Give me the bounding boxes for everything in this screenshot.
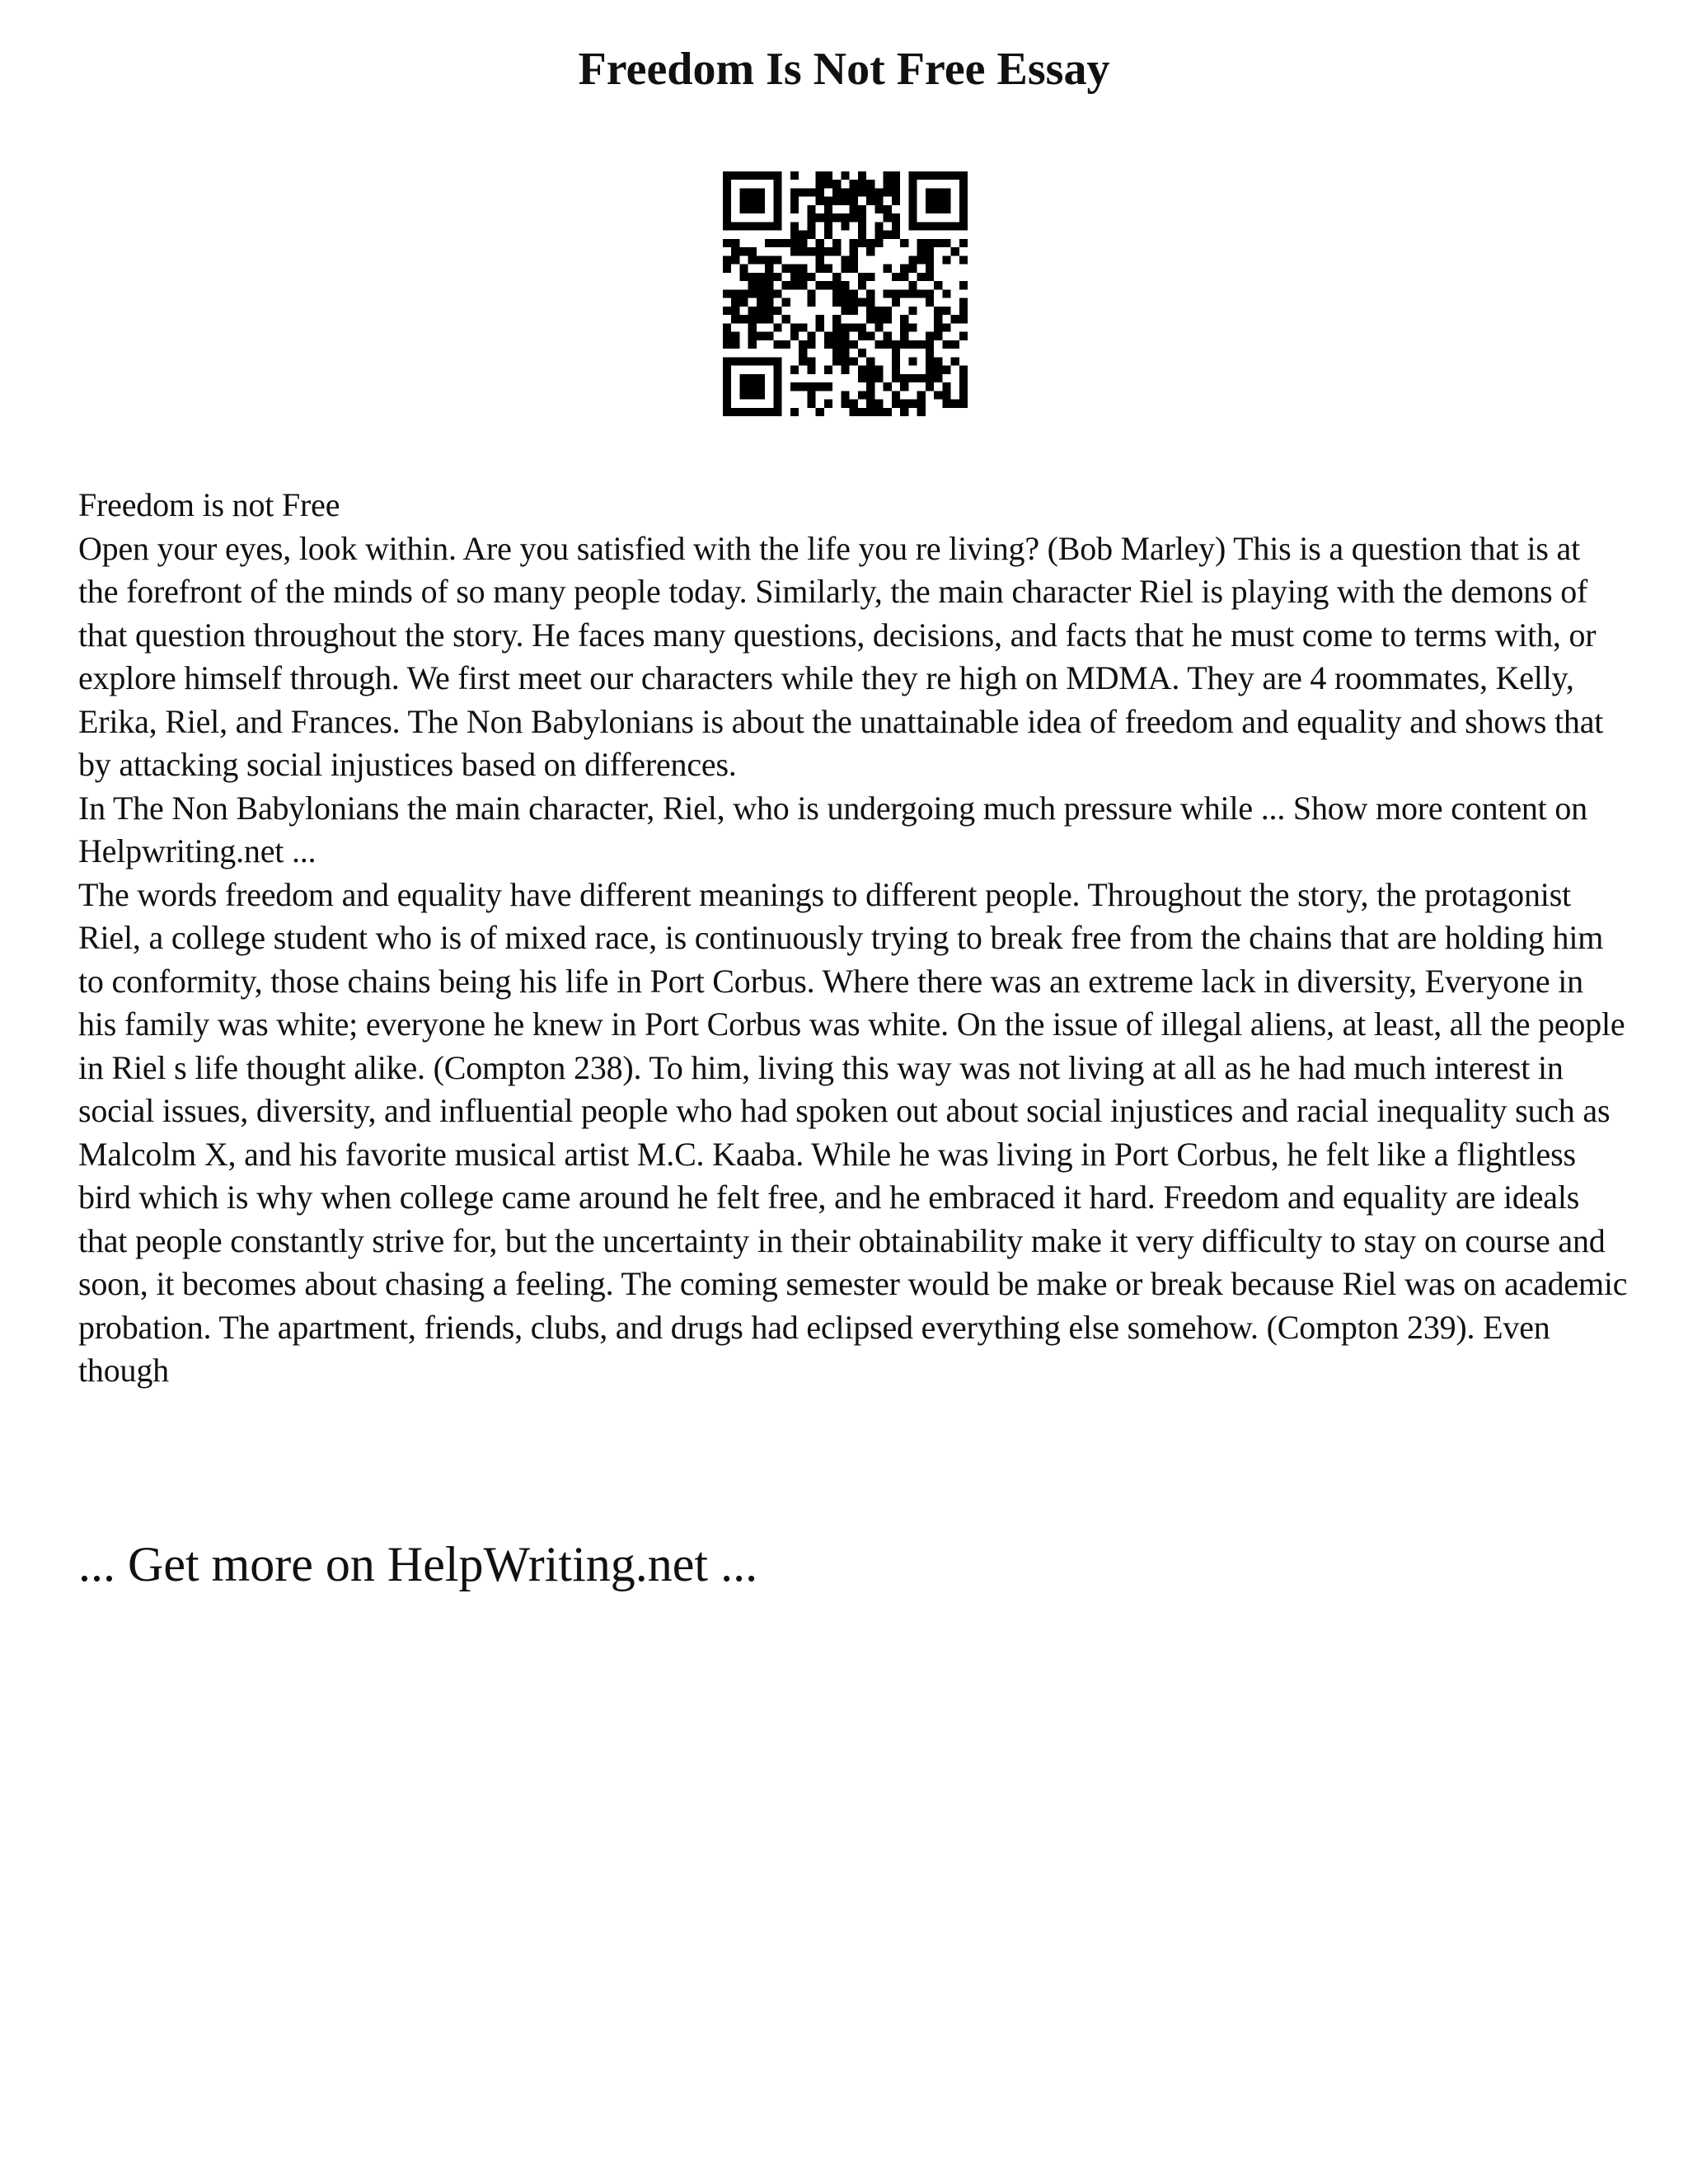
essay-heading-line: Freedom is not Free — [78, 486, 340, 523]
essay-paragraph: The words freedom and equality have different meanings to different people. Throughout the story, the protagonist Riel, a college student who is of mixed race, is continuously trying to break free from the chains that are holding him to conformity, those chains being his life in Port Corbus. Where there was an extreme lack in diversity, Everyone in his family was white; everyone he knew in Port Corbus was white. On the issue of illegal aliens, at least, all the people in Riel s life thought alike. (Compton 238). To him, living this way was not living at all as he had much interest in social issues, diversity, and influential people who had spoken out about social injustices and racial inequality such as Malcolm X, and his favorite musical artist M.C. Kaaba. While he was living in Port Corbus, he felt like a flightless bird which is why when college came around he felt free, and he embraced it hard. Freedom and equality are ideals that people constantly strive for, but the uncertainty in their obtainability make it very difficulty to stay on course and soon, it becomes about chasing a feeling. The coming semester would be make or break because Riel was on academic probation. The apartment, friends, clubs, and drugs had eclipsed everything else somehow. (Compton 239). Even though — [78, 875, 1628, 1389]
page-title: Freedom Is Not Free Essay — [578, 44, 1110, 95]
essay-paragraph: In The Non Babylonians the main character, Riel, who is undergoing much pressure while ... Show more content on Helpwriting.net ... — [78, 789, 1587, 869]
qr-code-icon[interactable] — [723, 171, 968, 416]
essay-body — [78, 484, 1628, 1393]
get-more-link[interactable]: ... Get more on HelpWriting.net ... — [78, 1537, 758, 1591]
essay-paragraph: Open your eyes, look within. Are you satisfied with the life you re living? (Bob Marley) This is a question that is at the forefront of the minds of so many people today. Similarly, the main character Riel is playing with the demons of that question throughout the story. He faces many questions, decisions, and facts that he must come to terms with, or explore himself through. We first meet our characters while they re high on MDMA. They are 4 roommates, Kelly, Erika, Riel, and Frances. The Non Babylonians is about the unattainable idea of freedom and equality and shows that by attacking social injustices based on differences. — [78, 529, 1604, 783]
